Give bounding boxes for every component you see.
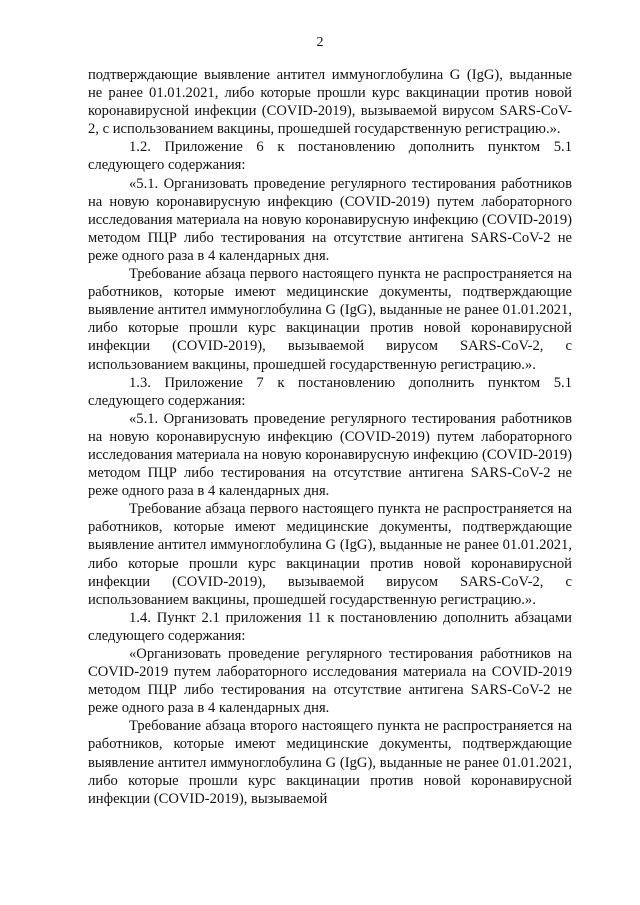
paragraph-continuation: подтверждающие выявление антител иммуноглобулина G (IgG), выданные не ранее 01.01.2021, либо которые прошли курс вакцинации против новой коронавирусной инфекции (COVID-2019), вызываемой вирусом SARS-CoV-2, с использованием вакцины, прошедшей государственную регистрацию.». [88,67,572,138]
paragraph-exemption-c: Требование абзаца второго настоящего пункта не распространяется на работников, которые имеют медицинские документы, подтверждающие выявление антител иммуноглобулина G (IgG), выданные не ранее 01.01.2021, либо которые прошли курс вакцинации против новой коронавирусной инфекции (COVID-2019), вызываемой [88,718,572,807]
paragraph-item-1-2: 1.2. Приложение 6 к постановлению дополнить пунктом 5.1 следующего содержания: [88,139,572,174]
paragraph-item-1-3: 1.3. Приложение 7 к постановлению дополнить пунктом 5.1 следующего содержания: [88,374,572,409]
paragraph-exemption-b: Требование абзаца первого настоящего пункта не распространяется на работников, которые имеют медицинские документы, подтверждающие выявление антител иммуноглобулина G (IgG), выданные не ранее 01.01.2021, либо которые прошли курс вакцинации против новой коронавирусной инфекции (COVID-2019), вызываемой вирусом SARS-CoV-2, с использованием вакцины, прошедшей государственную регистрацию.». [88,501,572,608]
paragraph-testing-requirement: «Организовать проведение регулярного тестирования работников на COVID-2019 путем лабораторного исследования материала на COVID-2019 методом ПЦР либо тестирования на отсутствие антигена SARS-CoV-2 не реже одного раза в 4 календарных дня. [88,646,572,717]
document-body [88,66,572,808]
paragraph-clause-5-1-b: «5.1. Организовать проведение регулярного тестирования работников на новую коронавирусную инфекцию (COVID-2019) путем лабораторного исследования материала на новую коронавирусную инфекцию (COVID-2019) методом ПЦР либо тестирования на отсутствие антигена SARS-CoV-2 не реже одного раза в 4 календарных дня. [88,410,572,500]
paragraph-item-1-4: 1.4. Пункт 2.1 приложения 11 к постановлению дополнить абзацами следующего содержания: [88,609,572,644]
page-number: 2 [316,35,324,50]
paragraph-exemption-a: Требование абзаца первого настоящего пункта не распространяется на работников, которые имеют медицинские документы, подтверждающие выявление антител иммуноглобулина G (IgG), выданные не ранее 01.01.2021, либо которые прошли курс вакцинации против новой коронавирусной инфекции (COVID-2019), вызываемой вирусом SARS-CoV-2, с использованием вакцины, прошедшей государственную регистрацию.». [88,266,572,373]
paragraph-clause-5-1-a: «5.1. Организовать проведение регулярного тестирования работников на новую коронавирусную инфекцию (COVID-2019) путем лабораторного исследования материала на новую коронавирусную инфекцию (COVID-2019) методом ПЦР либо тестирования на отсутствие антигена SARS-CoV-2 не реже одного раза в 4 календарных дня. [88,175,572,264]
